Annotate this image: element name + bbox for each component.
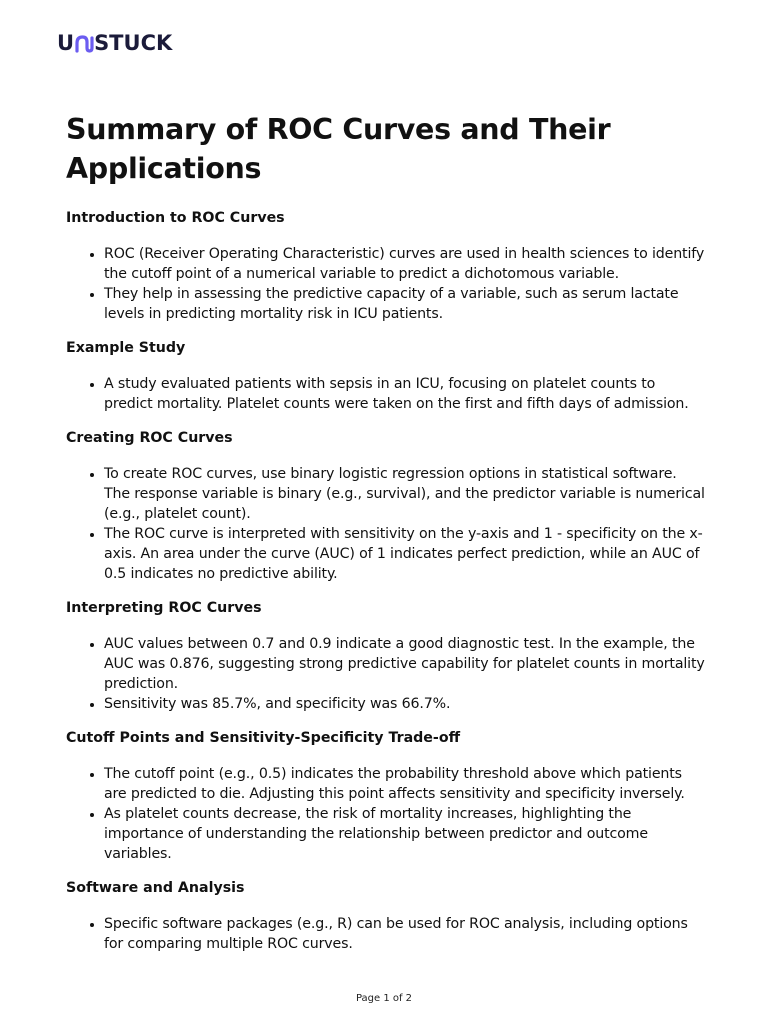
list-item: • They help in assessing the predictive capacity of a variable, such as serum lactate levels in predicting mortality risk in ICU patients. [104,284,706,324]
section-introduction [66,208,706,324]
section-software-analysis [66,878,706,954]
page-number: Page 1 of 2 [355,993,413,1004]
list-item: • To create ROC curves, use binary logistic regression options in statistical software. The response variable is binary (e.g., survival), and the predictor variable is numerical (e.g., platelet count). [104,464,706,524]
section-heading: Software and Analysis [66,880,245,896]
bullet-list [66,764,706,864]
section-heading: Example Study [66,340,186,356]
section-heading: Cutoff Points and Sensitivity-Specificity Trade-off [66,730,461,746]
bullet-list [66,244,706,324]
list-item: • ROC (Receiver Operating Characteristic) curves are used in health sciences to identify the cutoff point of a numerical variable to predict a dichotomous variable. [104,244,706,284]
list-item: • The ROC curve is interpreted with sensitivity on the y-axis and 1 - specificity on the x-axis. An area under the curve (AUC) of 1 indicates perfect prediction, while an AUC of 0.5 indicates no predictive ability. [104,524,706,584]
logo-text-right: STUCK [94,31,173,55]
section-heading: Introduction to ROC Curves [66,210,285,226]
section-heading: Interpreting ROC Curves [66,600,262,616]
unstuck-logo [57,33,172,54]
bullet-list [66,464,706,584]
logo-text-left: U [57,31,75,55]
section-interpreting-roc-curves [66,598,706,714]
bullet-list [66,374,706,414]
document-title: Summary of ROC Curves and Their Applications [66,113,611,185]
bullet-list [66,914,706,954]
list-item: • As platelet counts decrease, the risk of mortality increases, highlighting the importance of understanding the relationship between predictor and outcome variables. [104,804,706,864]
list-item: • AUC values between 0.7 and 0.9 indicate a good diagnostic test. In the example, the AUC was 0.876, suggesting strong predictive capability for platelet counts in mortality prediction. [104,634,706,694]
section-heading: Creating ROC Curves [66,430,233,446]
section-example-study [66,338,706,414]
list-item: • Specific software packages (e.g., R) can be used for ROC analysis, including options for comparing multiple ROC curves. [104,914,706,954]
section-cutoff-points [66,728,706,864]
list-item: • The cutoff point (e.g., 0.5) indicates the probability threshold above which patients are predicted to die. Adjusting this point affects sensitivity and specificity inversely. [104,764,706,804]
logo-mark-icon [74,34,94,54]
document-body [66,110,706,968]
section-creating-roc-curves [66,428,706,584]
bullet-list [66,634,706,714]
list-item: • A study evaluated patients with sepsis in an ICU, focusing on platelet counts to predict mortality. Platelet counts were taken on the first and fifth days of admission. [104,374,706,414]
list-item: • Sensitivity was 85.7%, and specificity was 66.7%. [104,694,706,714]
